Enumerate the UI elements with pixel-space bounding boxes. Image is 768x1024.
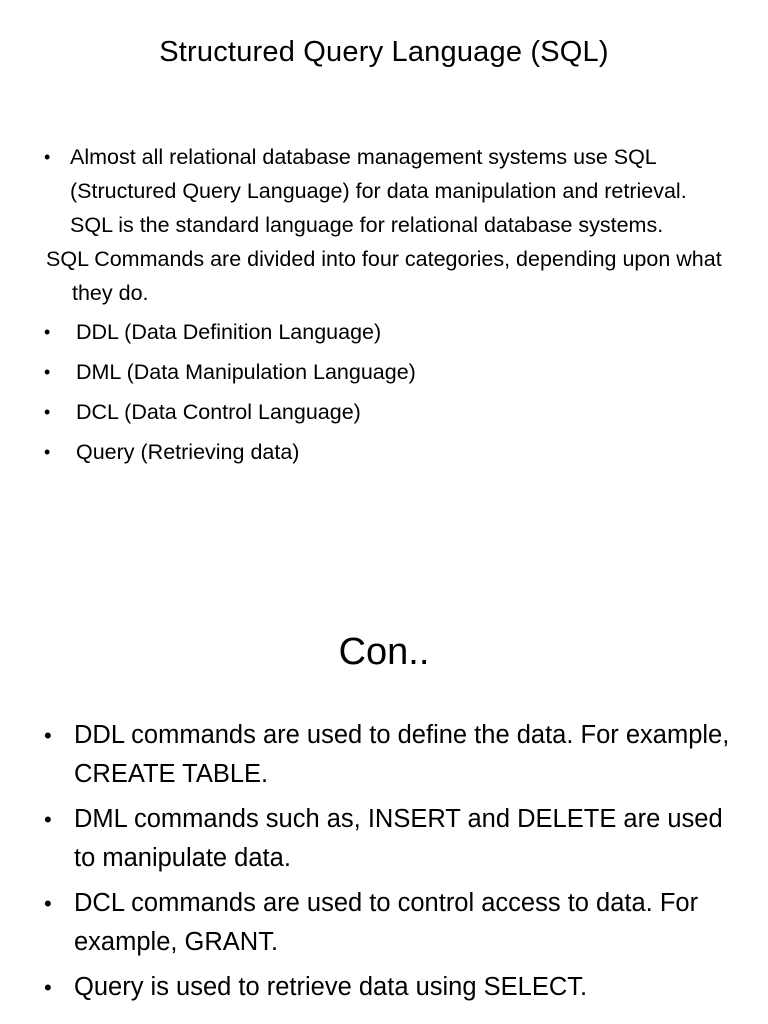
query-description: Query is used to retrieve data using SELECT. bbox=[74, 973, 588, 1001]
category-list bbox=[44, 312, 734, 472]
bullet-icon: • bbox=[44, 322, 51, 342]
list-item bbox=[44, 312, 734, 352]
dml-description: DML commands such as, INSERT and DELETE are used to manipulate data. bbox=[74, 805, 723, 872]
slide-continued bbox=[0, 560, 768, 1024]
list-item bbox=[44, 392, 734, 432]
list-item bbox=[44, 884, 734, 962]
list-item bbox=[44, 968, 734, 1007]
bullet-icon: • bbox=[44, 147, 51, 167]
bullet-paragraph bbox=[44, 140, 734, 242]
slide-content bbox=[44, 140, 734, 472]
bullet-icon: • bbox=[44, 891, 52, 916]
category-dml: DML (Data Manipulation Language) bbox=[76, 360, 416, 384]
category-query: Query (Retrieving data) bbox=[76, 440, 300, 464]
slide-content bbox=[44, 716, 734, 1013]
ddl-description: DDL commands are used to define the data. For example, CREATE TABLE. bbox=[74, 721, 730, 788]
category-ddl: DDL (Data Definition Language) bbox=[76, 320, 382, 344]
category-dcl: DCL (Data Control Language) bbox=[76, 400, 361, 424]
list-item bbox=[44, 432, 734, 472]
bullet-icon: • bbox=[44, 975, 52, 1000]
categories-intro: SQL Commands are divided into four categories, depending upon what they do. bbox=[46, 247, 722, 305]
list-item bbox=[44, 800, 734, 878]
list-item bbox=[44, 352, 734, 392]
slide-title: Con.. bbox=[338, 631, 430, 673]
bullet-icon: • bbox=[44, 442, 51, 462]
bullet-icon: • bbox=[44, 723, 52, 748]
bullet-icon: • bbox=[44, 807, 52, 832]
dcl-description: DCL commands are used to control access to data. For example, GRANT. bbox=[74, 889, 699, 956]
bullet-icon: • bbox=[44, 402, 51, 422]
bullet-icon: • bbox=[44, 362, 51, 382]
list-item bbox=[44, 716, 734, 794]
slide-title: Structured Query Language (SQL) bbox=[159, 36, 609, 68]
paragraph-text: Almost all relational database management systems use SQL (Structured Query Language) for data manipulation and retrieval. SQL is the standard language for relational database systems. bbox=[70, 145, 687, 237]
